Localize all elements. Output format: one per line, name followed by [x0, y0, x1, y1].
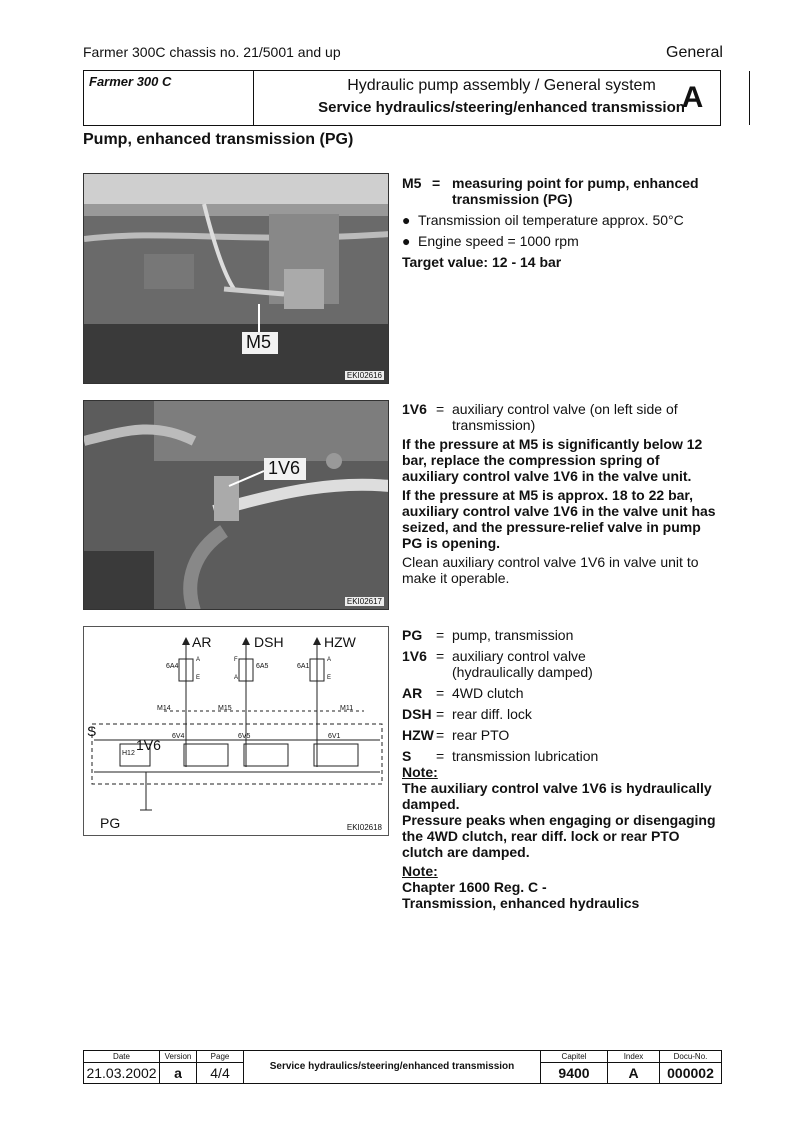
footer-version-value: a	[174, 1065, 182, 1081]
valve-6v4: 6V4	[172, 733, 185, 740]
accumulator-6a4: 6A4	[166, 663, 179, 670]
label-h12: H12	[122, 750, 135, 757]
footer-page-header: Page	[197, 1051, 243, 1063]
footer-capitel-header: Capitel	[541, 1051, 607, 1063]
port-a-3: A	[327, 657, 332, 663]
diagram-caption: EKI02618	[346, 823, 382, 832]
footer-title-cell	[244, 1051, 541, 1083]
note1-peaks: Pressure peaks when engaging or disengaging the 4WD clutch, rear diff. lock or rear PTO clutch are damped.	[402, 812, 716, 860]
accumulator-6a5: 6A5	[256, 663, 269, 670]
bullet-dot-icon: ●	[402, 233, 411, 249]
legend-desc: rear PTO	[452, 727, 510, 743]
legend-key: S	[402, 748, 412, 764]
legend-desc: pump, transmission	[452, 627, 574, 643]
m5-definition	[402, 175, 722, 207]
legend-desc: auxiliary control valve (hydraulically damped)	[452, 648, 593, 680]
footer-date	[84, 1051, 160, 1083]
legend-eq: =	[436, 627, 445, 643]
footer-table	[83, 1050, 722, 1084]
output-hzw: HZW	[324, 634, 356, 650]
footer-date-value: 21.03.2002	[86, 1065, 157, 1081]
header-chassis: Farmer 300C chassis no. 21/5001 and up	[83, 44, 341, 60]
valve-6v5: 6V5	[238, 733, 251, 740]
point-m14: M14	[157, 705, 171, 712]
point-m11: M11	[340, 705, 354, 712]
1v6-eq: =	[436, 401, 445, 417]
photo-1v6	[83, 400, 389, 610]
photo-1v6-illustration	[84, 401, 389, 610]
legend-desc: transmission lubrication	[452, 748, 599, 764]
title-line1: Hydraulic pump assembly / General system	[347, 77, 656, 94]
footer-title: Service hydraulics/steering/enhanced transmission	[269, 1061, 515, 1072]
photo-m5	[83, 173, 389, 384]
legend-s	[402, 748, 722, 764]
pressure-low-instruction: If the pressure at M5 is significantly below 12 bar, replace the compression spring of auxiliary control valve 1V6 in the valve unit.	[402, 436, 703, 484]
legend-eq: =	[436, 706, 445, 722]
block-m5	[402, 175, 722, 270]
photo-1v6-label: 1V6	[268, 458, 301, 478]
note1-label: Note:	[402, 764, 438, 780]
point-m15: M15	[218, 705, 232, 712]
legend-desc: rear diff. lock	[452, 706, 532, 722]
port-a-1: A	[196, 657, 201, 663]
legend-key: AR	[402, 685, 423, 701]
clean-instruction: Clean auxiliary control valve 1V6 in valve unit to make it operable.	[402, 554, 699, 586]
title-box	[83, 70, 721, 126]
legend-eq: =	[436, 685, 445, 701]
bullet-rpm	[402, 233, 722, 249]
footer-index	[608, 1051, 660, 1083]
title-line2: Service hydraulics/steering/enhanced transmission	[318, 99, 685, 116]
block-legend	[402, 627, 722, 911]
footer-version-header: Version	[160, 1051, 196, 1063]
footer-docu-header: Docu-No.	[660, 1051, 721, 1063]
footer-index-header: Index	[608, 1051, 659, 1063]
photo-1v6-caption: EKI02617	[346, 597, 382, 606]
section-title: Pump, enhanced transmission (PG)	[83, 131, 354, 148]
m5-eq: =	[432, 175, 441, 191]
model-name: Farmer 300 C	[84, 71, 254, 125]
legend-key: DSH	[402, 706, 432, 722]
label-s: S	[87, 723, 97, 739]
photo-m5-illustration	[84, 174, 389, 384]
photo-m5-caption: EKI02616	[346, 371, 382, 380]
footer-version	[160, 1051, 197, 1083]
legend-ar	[402, 685, 722, 701]
legend-1v6	[402, 648, 722, 680]
m5-key: M5	[402, 175, 422, 191]
legend-desc: 4WD clutch	[452, 685, 524, 701]
output-dsh: DSH	[254, 634, 284, 650]
port-f-2: F	[234, 657, 238, 663]
footer-capitel	[541, 1051, 608, 1083]
port-a-2: A	[234, 675, 239, 681]
output-ar: AR	[192, 634, 212, 650]
m5-desc: measuring point for pump, enhanced transmission (PG)	[452, 175, 699, 207]
title-letter: A	[681, 81, 704, 114]
bullet-temp-text: Transmission oil temperature approx. 50°C	[418, 212, 684, 228]
footer-docu	[660, 1051, 721, 1083]
valve-6v1: 6V1	[328, 733, 341, 740]
port-e-3: E	[327, 675, 332, 681]
legend-eq: =	[436, 748, 445, 764]
legend-key: HZW	[402, 727, 434, 743]
target-value: Target value: 12 - 14 bar	[402, 254, 562, 270]
note2-title: Transmission, enhanced hydraulics	[402, 895, 640, 911]
footer-date-header: Date	[84, 1051, 159, 1063]
1v6-definition	[402, 401, 720, 433]
bullet-rpm-text: Engine speed = 1000 rpm	[418, 233, 579, 249]
accumulator-6a1: 6A1	[297, 663, 310, 670]
header-section: General	[666, 44, 723, 61]
legend-dsh	[402, 706, 722, 722]
label-pg: PG	[100, 815, 121, 831]
footer-docu-value: 000002	[667, 1065, 714, 1081]
legend-hzw	[402, 727, 722, 743]
bullet-temp	[402, 212, 722, 228]
photo-m5-label: M5	[246, 332, 272, 352]
1v6-key: 1V6	[402, 401, 427, 417]
footer-capitel-value: 9400	[558, 1065, 590, 1081]
label-1v6: 1V6	[136, 737, 161, 753]
footer-page	[197, 1051, 244, 1083]
footer-index-value: A	[628, 1065, 639, 1081]
footer-page-value: 4/4	[210, 1065, 230, 1081]
1v6-desc: auxiliary control valve (on left side of transmission)	[452, 401, 678, 433]
legend-key: 1V6	[402, 648, 427, 664]
note2-chapter: Chapter 1600 Reg. C -	[402, 879, 547, 895]
port-e-1: E	[196, 675, 201, 681]
block-1v6	[402, 401, 720, 586]
bullet-dot-icon: ●	[402, 212, 411, 228]
legend-pg	[402, 627, 722, 643]
note2-label: Note:	[402, 863, 438, 879]
legend-eq: =	[436, 727, 445, 743]
hydraulic-diagram	[83, 626, 389, 836]
note1-damped: The auxiliary control valve 1V6 is hydraulically damped.	[402, 780, 712, 812]
pressure-high-instruction: If the pressure at M5 is approx. 18 to 22 bar, auxiliary control valve 1V6 in the valve unit has seized, and the pressure-relief valve in pump PG is opening.	[402, 487, 716, 551]
legend-eq: =	[436, 648, 445, 664]
legend-key: PG	[402, 627, 423, 643]
